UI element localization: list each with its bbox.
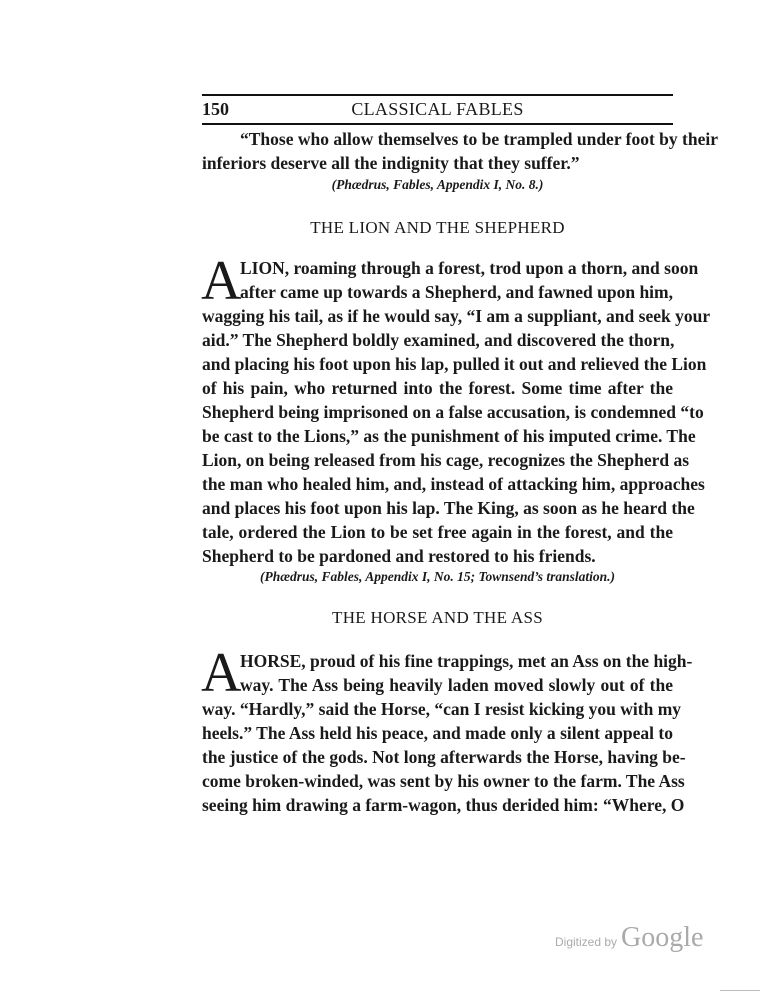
running-title: CLASSICAL FABLES: [351, 99, 524, 119]
google-watermark: [555, 922, 703, 954]
fable2-line: come broken-winded, was sent by his owner to the farm. The Ass: [202, 771, 685, 791]
fable1-line: be cast to the Lions,” as the punishment of his imputed crime. The: [202, 426, 696, 446]
page-number: 150: [202, 99, 229, 119]
watermark-brand: Google: [621, 922, 704, 953]
fable1-line: Shepherd being imprisoned on a false accusation, is condemned “to: [202, 402, 704, 422]
fable2-line: the justice of the gods. Not long afterwards the Horse, having be-: [202, 747, 686, 767]
header-rule-top: [202, 94, 673, 96]
fable2-line: way. “Hardly,” said the Horse, “can I resist kicking you with my: [202, 699, 682, 719]
fable2-line: way. The Ass being heavily laden moved slowly out of the: [240, 675, 673, 695]
fable1-line: and places his foot upon his lap. The King, as soon as he heard the: [202, 498, 695, 518]
intro-line: “Those who allow themselves to be trampled under foot by their: [240, 129, 718, 149]
fable1-title: THE LION AND THE SHEPHERD: [310, 218, 565, 237]
fable1-line: tale, ordered the Lion to be set free again in the forest, and the: [202, 522, 673, 542]
watermark-prefix: Digitized by: [555, 935, 618, 949]
fable1-line: and placing his foot upon his lap, pulled it out and relieved the Lion: [202, 354, 707, 374]
fable1-line: of his pain, who returned into the forest. Some time after the: [202, 378, 673, 398]
fable1-line: LION, roaming through a forest, trod upon a thorn, and soon: [240, 258, 699, 278]
fable1-line: wagging his tail, as if he would say, “I am a suppliant, and seek your: [202, 306, 711, 326]
scan-mark: [720, 990, 760, 992]
fable1-citation: (Phædrus, Fables, Appendix I, No. 15; Townsend’s translation.): [259, 569, 616, 584]
fable2-title: THE HORSE AND THE ASS: [332, 608, 543, 627]
fable2-line: heels.” The Ass held his peace, and made only a silent appeal to: [202, 723, 673, 743]
fable2-line: HORSE, proud of his fine trappings, met an Ass on the high-: [240, 651, 693, 671]
fable1-line: aid.” The Shepherd boldly examined, and discovered the thorn,: [202, 330, 675, 350]
intro-line: inferiors deserve all the indignity that they suffer.”: [202, 153, 580, 173]
fable2-line: seeing him drawing a farm-wagon, thus derided him: “Where, O: [202, 795, 685, 815]
intro-citation: (Phædrus, Fables, Appendix I, No. 8.): [331, 177, 544, 192]
fable1-line: Lion, on being released from his cage, recognizes the Shepherd as: [202, 450, 690, 470]
fable1-drop-cap: A: [201, 250, 242, 312]
fable1-line: after came up towards a Shepherd, and fawned upon him,: [240, 282, 673, 302]
fable1-line: the man who healed him, and, instead of attacking him, approaches: [202, 474, 705, 494]
header-rule-bottom: [202, 123, 673, 125]
fable2-drop-cap: A: [201, 642, 242, 704]
fable1-line: Shepherd to be pardoned and restored to his friends.: [202, 546, 596, 566]
